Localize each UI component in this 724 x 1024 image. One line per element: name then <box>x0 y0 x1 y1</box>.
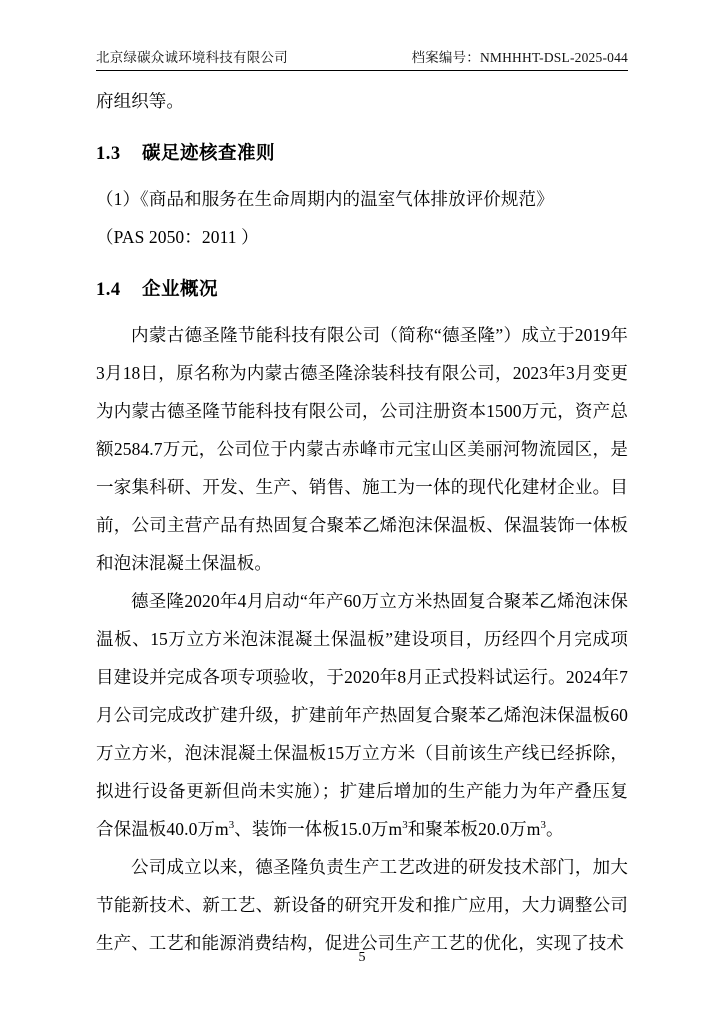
paragraph-company-overview: 内蒙古德圣隆节能科技有限公司（简称“德圣隆”）成立于2019年3月18日，原名称为内蒙古德圣隆涂装科技有限公司，2023年3月变更为内蒙古德圣隆节能科技有限公司，公司注册资本1500万元，资产总额2584.7万元，公司位于内蒙古赤峰市元宝山区美丽河物流园区，是一家集科研、开发、生产、销售、施工为一体的现代化建材企业。目前，公司主营产品有热固复合聚苯乙烯泡沫保温板、保温装饰一体板和泡沫混凝土保温板。 <box>96 325 628 573</box>
page-header <box>96 46 628 66</box>
paragraph-project-history-text-1: 德圣隆2020年4月启动“年产60万立方米热固复合聚苯乙烯泡沫保温板、15万立方米泡沫混凝土保温板”建设项目，历经四个月完成项目建设并完成各项专项验收，于2020年8月正式投料试运行。2024年7月公司完成改扩建升级，扩建前年产热固复合聚苯乙烯泡沫保温板60万立方米，泡沫混凝土保温板15万立方米（目前该生产线已经拆除，拟进行设备更新但尚未实施）；扩建后增加的生产能力为年产叠压复合保温板40.0万m <box>96 591 628 839</box>
page-number: 5 <box>358 950 366 965</box>
header-company-name: 北京绿碳众诚环境科技有限公司 <box>96 50 288 65</box>
paragraph-technology-development: 公司成立以来，德圣隆负责生产工艺改进的研发技术部门，加大节能新技术、新工艺、新设备的研究开发和推广应用，大力调整公司生产、工艺和能源消费结构，促进公司生产工艺的优化，实现了技术 <box>96 857 628 953</box>
heading-1-4-number: 1.4 <box>96 280 121 300</box>
header-divider <box>96 70 628 71</box>
standard-reference-line-2: （PAS 2050：2011 ） <box>96 227 259 247</box>
heading-1-3-title: 碳足迹核查准则 <box>142 144 276 164</box>
archive-value: NMHHHT-DSL-2025-044 <box>479 50 628 65</box>
archive-label: 档案编号： <box>411 50 480 65</box>
header-archive-number <box>411 46 628 66</box>
heading-1-4-title: 企业概况 <box>142 280 219 300</box>
paragraph-project-history-text-3: 和聚苯板20.0万m <box>407 819 541 839</box>
standard-reference-line-1: （1）《商品和服务在生命周期内的温室气体排放评价规范》 <box>96 189 554 209</box>
unit-superscript-3: 3 <box>540 819 547 832</box>
heading-1-3-number: 1.3 <box>96 144 121 164</box>
unit-superscript-1: 3 <box>228 819 235 832</box>
heading-1-3 <box>96 134 628 174</box>
paragraph-project-history-text-2: 、装饰一体板15.0万m <box>234 819 403 839</box>
heading-1-4 <box>96 270 628 310</box>
page-content-area <box>96 0 628 1024</box>
unit-superscript-2: 3 <box>402 819 408 832</box>
document-body <box>96 82 628 962</box>
paragraph-project-history-text-4: 。 <box>546 819 564 839</box>
continued-paragraph: 府组织等。 <box>96 91 184 111</box>
paragraph-project-history <box>96 582 628 848</box>
